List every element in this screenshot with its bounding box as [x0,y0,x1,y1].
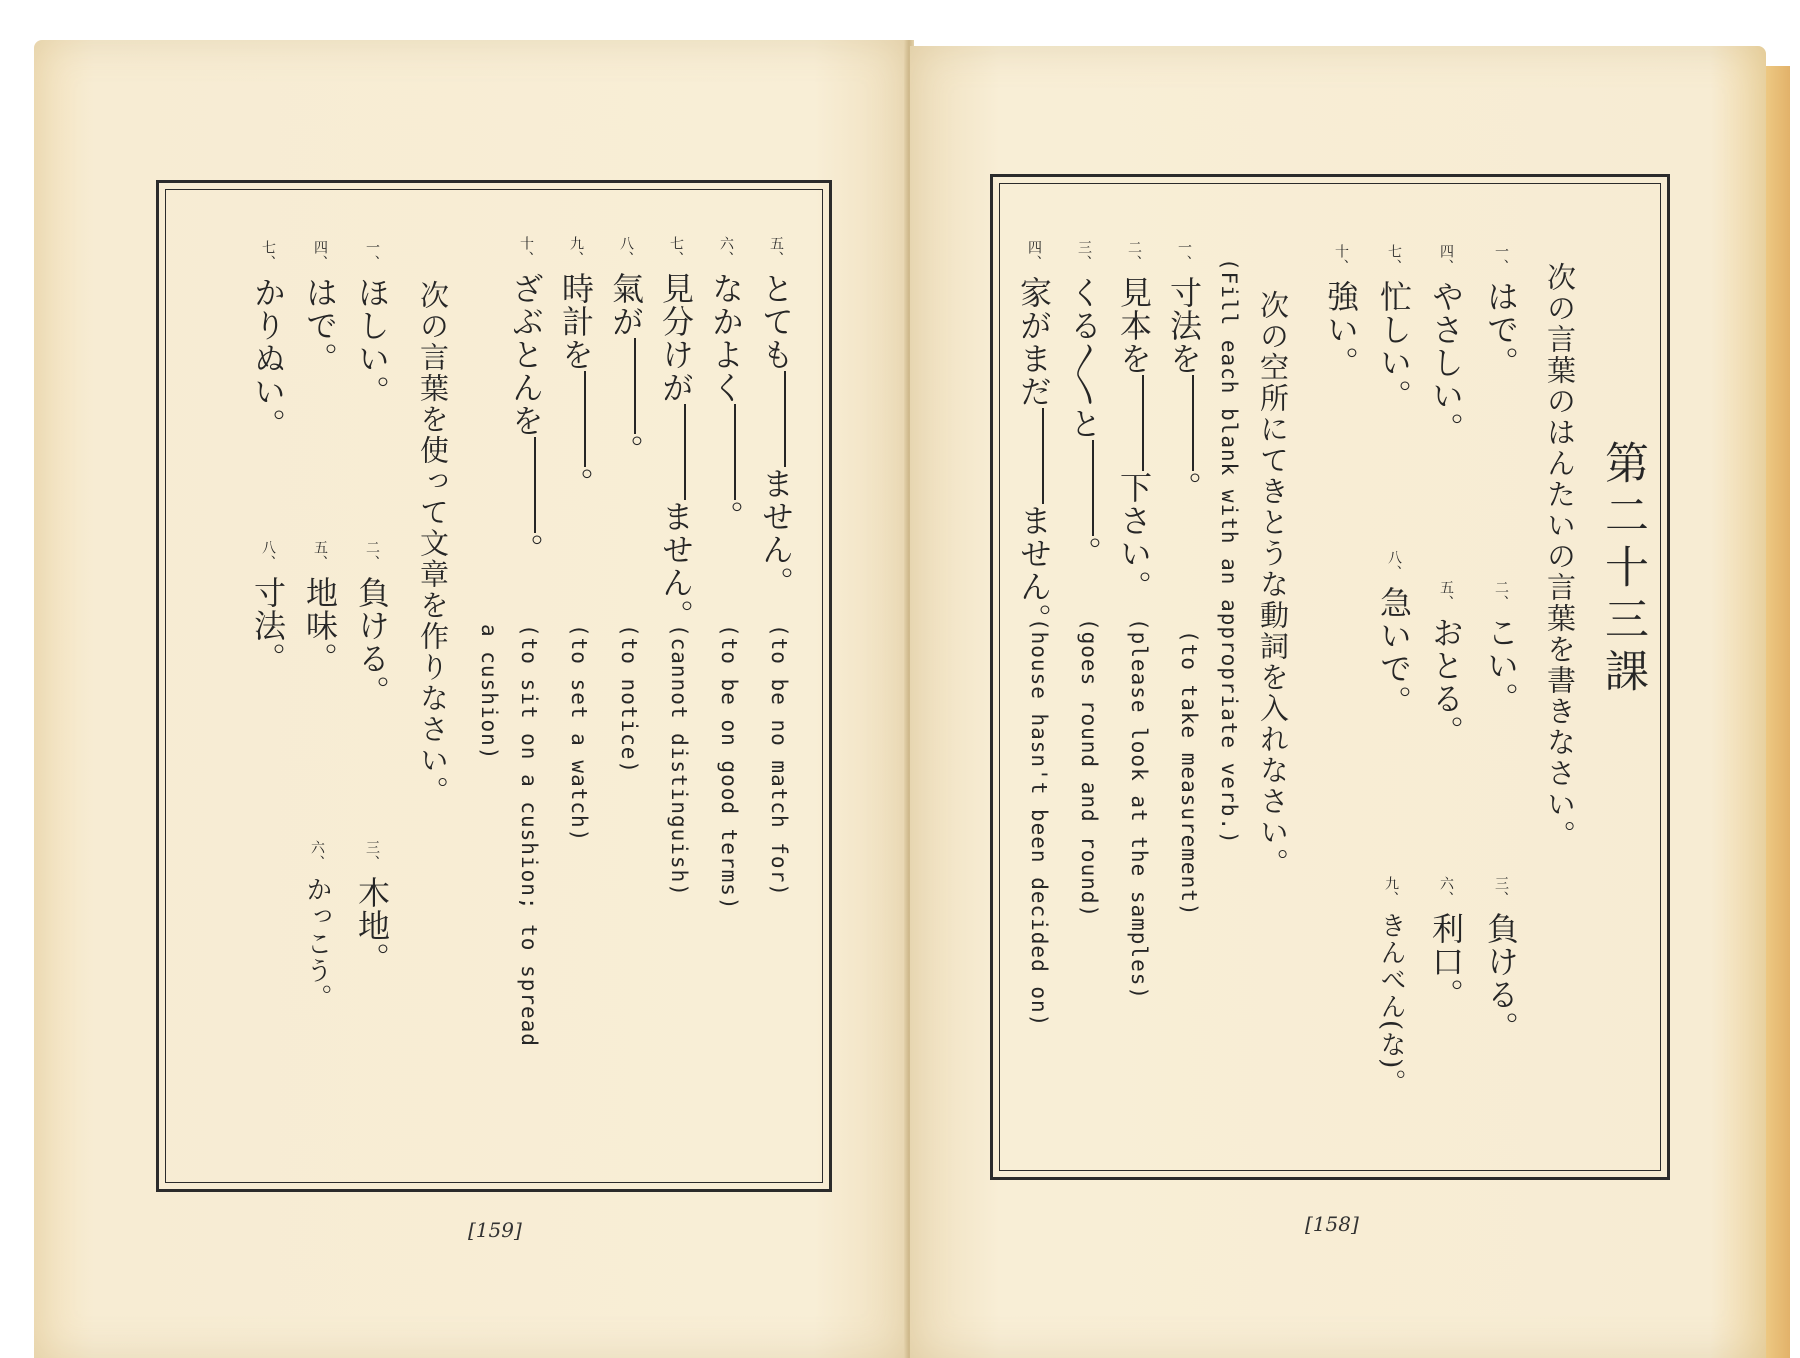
lesson-title: 第二十三課 [1597,440,1648,700]
section2-instruction: 次の空所にてきとうな動詞を入れなさい。 [1256,290,1290,879]
s1-item-10: 十、強い。 [1322,244,1360,379]
s2-item-9: 九、時計を。 [557,236,595,500]
s2-item-5: 五、とてもません。 [757,236,795,599]
s2-gloss-10-cont: a cushion) [477,624,501,761]
section2-instruction-en: (Fill each blank with an appropriate verb.) [1217,258,1241,845]
s1-item-1: 一、はで。 [1482,244,1520,379]
s2-item-6: 六、なかよく。 [707,236,745,533]
s3-item-1: 一、ほしい。 [353,240,391,408]
s3-item-5: 五、地味。 [301,540,339,675]
s2-item-2: 二、見本を下さい。 [1115,240,1153,603]
s2-gloss-4: (house hasn't been decided on) [1027,618,1051,1028]
s2-gloss-1: (to take measurement) [1177,630,1201,917]
section1-instruction: 次の言葉のはんたいの言葉を書きなさい。 [1543,262,1577,851]
s2-gloss-3: (goes round and round) [1077,618,1101,919]
s2-gloss-7: (cannot distinguish) [667,624,691,897]
s3-item-4: 四、はで。 [301,240,339,375]
s1-item-4: 四、やさしい。 [1427,244,1465,445]
s2-gloss-9: (to set a watch) [567,624,591,843]
s2-gloss-8: (to notice) [617,624,641,775]
s1-item-9: 九、きんべん(な)。 [1376,876,1406,1097]
s2-item-3: 三、くる〳〵と。 [1065,240,1103,569]
s2-item-1: 一、寸法を。 [1165,240,1203,504]
s2-item-10: 十、ざぶとんを。 [507,236,545,566]
s2-gloss-10: (to sit on a cushion; to spread [517,624,541,1047]
s1-item-2: 二、こい。 [1482,580,1520,715]
s3-item-2: 二、負ける。 [353,540,391,708]
page-number-159: [159] [468,1218,522,1242]
s2-gloss-5: (to be no match for) [767,624,791,897]
s1-item-8: 八、急いで。 [1375,550,1413,718]
s2-item-4: 四、家がまだません。 [1015,240,1053,636]
s1-item-6: 六、利口。 [1427,876,1465,1011]
s3-item-8: 八、寸法。 [249,540,287,675]
s2-item-8: 八、氣が。 [607,236,645,467]
s3-item-6: 六、かっこう。 [302,840,332,1011]
s1-item-3: 三、負ける。 [1482,876,1520,1044]
s1-item-5: 五、おとる。 [1427,580,1465,748]
page-edge [1766,66,1790,1358]
s2-gloss-6: (to be on good terms) [717,624,741,911]
s2-item-7: 七、見分けがません。 [657,236,695,632]
s2-gloss-2: (please look at the samples) [1127,618,1151,1001]
page-number-158: [158] [1305,1212,1359,1236]
s3-item-7: 七、かりぬい。 [249,240,287,441]
section3-instruction: 次の言葉を使って文章を作りなさい。 [416,280,450,807]
s1-item-7: 七、忙しい。 [1375,244,1413,412]
s3-item-3: 三、木地。 [353,840,391,975]
